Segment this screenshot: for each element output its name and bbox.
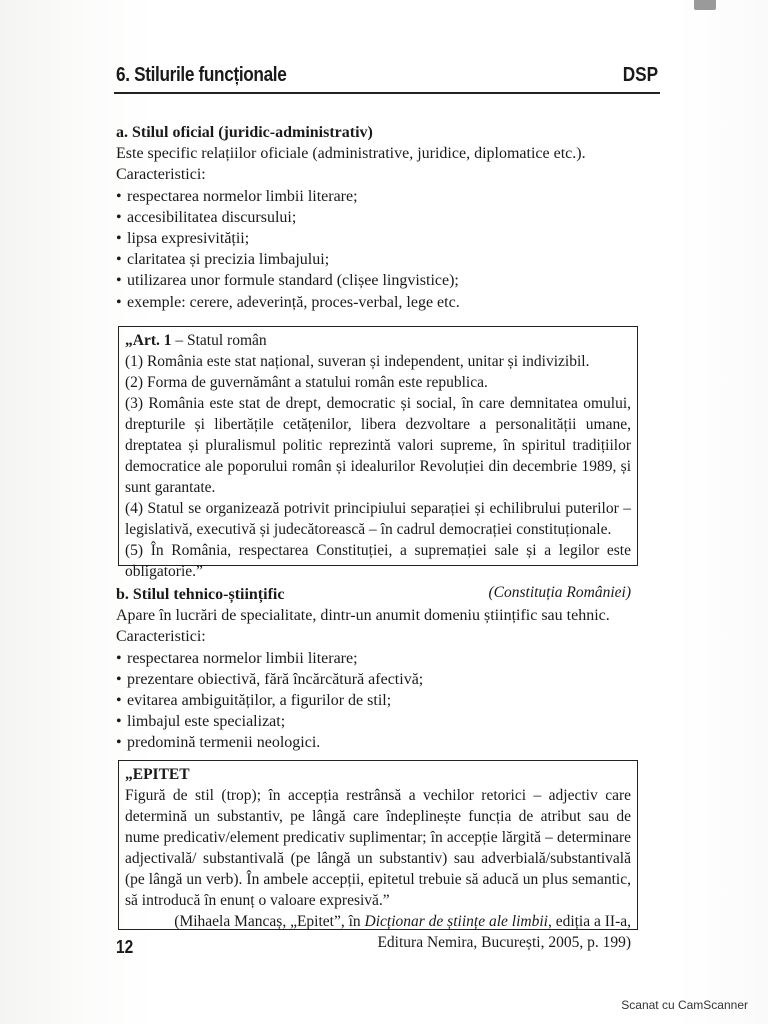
list-item: • claritatea și precizia limbajului; (116, 249, 646, 270)
bullet-icon: • (116, 251, 122, 269)
quote-heading: „EPITET (125, 766, 190, 783)
quote-heading: „Art. 1 – Statul român (125, 332, 267, 349)
characteristics-list (116, 648, 646, 754)
section-intro: Apare în lucrări de specialitate, dintr-un anumit domeniu științific sau tehnic. (116, 607, 610, 625)
page-number: 12 (116, 937, 134, 957)
bullet-icon: • (116, 649, 122, 667)
list-item: • utilizarea unor formule standard (clișee lingvistice); (116, 270, 646, 291)
characteristics-list (116, 186, 646, 313)
quote-paragraph: (5) În România, respectarea Constituției, a supremației sale și a legilor este obligatorie.” (125, 542, 631, 580)
list-item: • predomină termenii neologici. (116, 732, 646, 753)
quote-paragraph: (3) România este stat de drept, democratic și social, în care demnitatea omului, drepturile și libertățile cetățenilor, libera dezvoltare a personalității umane, dreptatea și pluralismul politic reprezintă valori supreme, în spiritul tradițiilor democratice ale poporului român și idealurilor Revoluției din decembrie 1989, și sunt garantate. (125, 395, 631, 496)
quote-paragraph: Figură de stil (trop); în accepția restrânsă a vechilor retorici – adjectiv care determină un substantiv, pe lângă care îndeplinește funcția de atribut sau de nume predicativ/element predicativ suplimentar; în accepție lărgită – determinare adjectivală/ substantivală (pe lângă un substantiv) sau adverbială/substantivală (pe lângă un verb). În ambele accepții, epitetul trebuie să aducă un plus semantic, să introducă în enunț o valoare expresivă.” (125, 787, 631, 909)
section-title: b. Stilul tehnico-științific (116, 586, 285, 603)
scan-edge-mark (694, 0, 716, 10)
bullet-icon: • (116, 692, 122, 710)
bullet-icon: • (116, 208, 122, 226)
bullet-icon: • (116, 272, 122, 290)
list-item: • exemple: cerere, adeverință, proces-verbal, lege etc. (116, 292, 646, 313)
section-official-style (116, 122, 646, 313)
quote-source: (Constituția României) (488, 584, 631, 601)
characteristics-label: Caracteristici: (116, 628, 206, 646)
publisher-brand: DSP (622, 64, 658, 86)
page-header (116, 64, 658, 94)
bullet-icon: • (116, 293, 122, 311)
list-item: • respectarea normelor limbii literare; (116, 648, 646, 669)
bullet-icon: • (116, 187, 122, 205)
quote-paragraph: (4) Statul se organizează potrivit principiului separației și echilibrului puterilor – legislativă, executivă și judecătorească – în cadrul democrației constituționale. (125, 500, 631, 538)
section-title: a. Stilul oficial (juridic-administrativ) (116, 124, 373, 141)
quote-paragraph: (1) România este stat național, suveran și independent, unitar și indivizibil. (125, 353, 590, 370)
list-item: • limbajul este specializat; (116, 711, 646, 732)
section-intro: Este specific relațiilor oficiale (administrative, juridice, diplomatice etc.). (116, 145, 586, 163)
list-item: • prezentare obiectivă, fără încărcătură afectivă; (116, 669, 646, 690)
list-item: • lipsa expresivității; (116, 228, 646, 249)
bullet-icon: • (116, 670, 122, 688)
bullet-icon: • (116, 734, 122, 752)
header-divider (114, 92, 660, 94)
scanner-watermark: Scanat cu CamScanner (621, 998, 748, 1012)
bullet-icon: • (116, 230, 122, 248)
list-item: • evitarea ambiguităților, a figurilor de stil; (116, 690, 646, 711)
quote-paragraph: (2) Forma de guvernământ a statului român este republica. (125, 374, 488, 391)
chapter-title: 6. Stilurile funcționale (116, 64, 287, 86)
bullet-icon: • (116, 713, 122, 731)
characteristics-label: Caracteristici: (116, 166, 206, 184)
section-technical-style (116, 584, 646, 754)
quote-source: (Mihaela Mancaș, „Epitet”, în Dicționar de științe ale limbii, ediția a II-a, (174, 913, 631, 930)
quote-source-continued: Editura Nemira, București, 2005, p. 199) (377, 934, 631, 951)
list-item: • accesibilitatea discursului; (116, 207, 646, 228)
list-item: • respectarea normelor limbii literare; (116, 186, 646, 207)
